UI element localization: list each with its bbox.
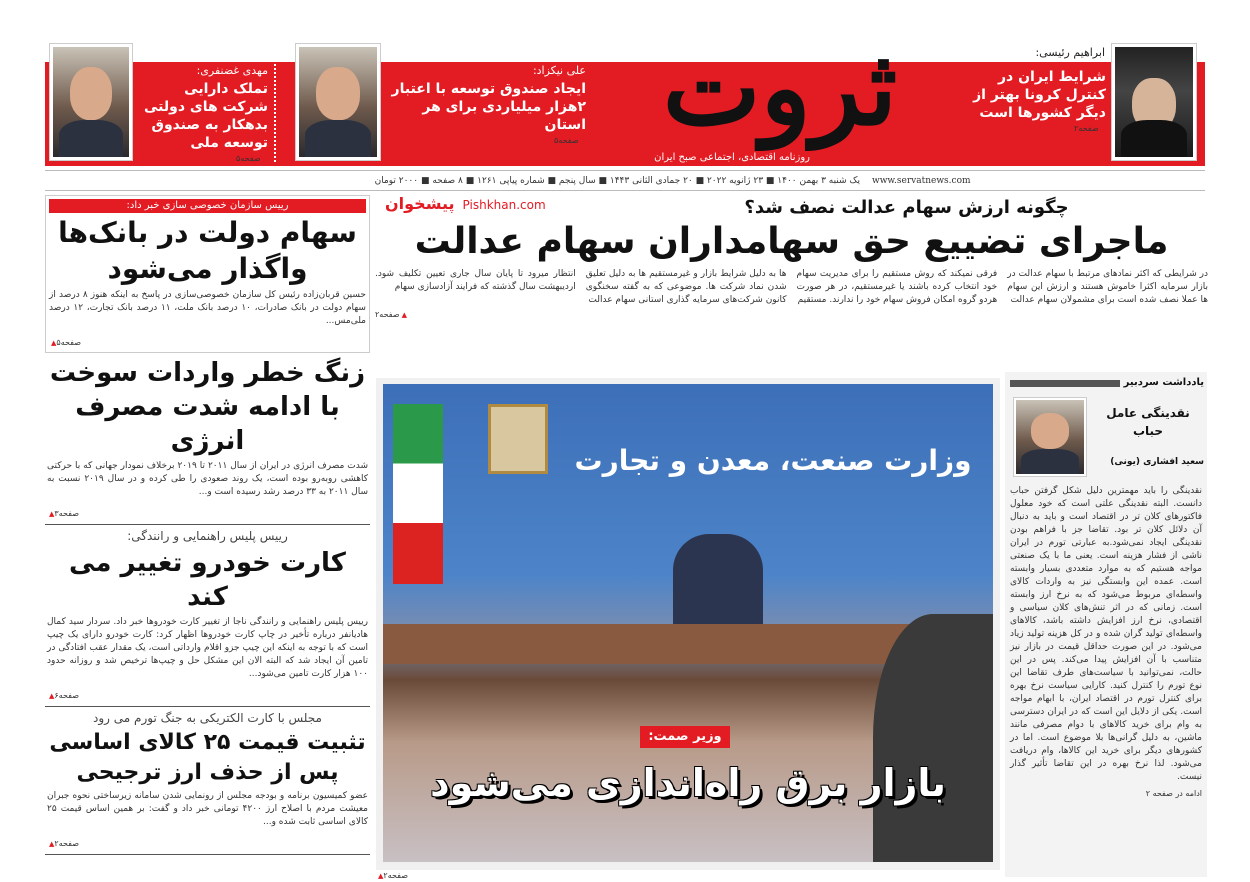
teaser-headline: شرایط ایران در کنترل کرونا بهتر از دیگر کشورها است	[973, 69, 1106, 121]
left-story-4	[45, 707, 370, 855]
lead-column-1: در شرایطی که اکثر نمادهای مرتبط با سهام عدالت در بازار سرمایه اکثرا خاموش هستند و ارزش این سهام ها عملا نصف شده است برای مشمولان سهام عدالت	[1007, 269, 1208, 305]
teaser-page: ▲ صفحه۵	[386, 136, 586, 146]
left-story-3-headline[interactable]: کارت خودرو تغییر می کند	[69, 548, 346, 612]
left-story-2-headline[interactable]: زنگ خطر واردات سوخت با ادامه شدت مصرف انرژی	[49, 358, 366, 456]
left-story-4-kicker: مجلس با کارت الکتریکی به جنگ تورم می رود	[93, 711, 322, 725]
lead-page-ref[interactable]: ▲ صفحه۲	[375, 309, 1208, 321]
ministry-sign: وزارت صنعت، معدن و تجارت	[574, 444, 972, 477]
left-story-4-body: عضو کمیسیون برنامه و بودجه مجلس از رونمایی شدن سامانه زیرساختی نحوه جبران معیشت مردم با اصلاح ارز ۴۲۰۰ تومانی خبر داد و گفت: بر همین اساس قیمت ۲۵ کالای اساسی ثابت شده و...	[47, 791, 368, 827]
left-story-4-page[interactable]: ▲ صفحه۲	[47, 839, 79, 848]
editorial-body: نقدینگی را باید مهمترین دلیل شکل گرفتن حباب دانست. البته نقدینگی علتی است که خود معلول فاکتورهای کلان تر در اقتصاد است و باید به دنبال آن دلائل کلان تر بود. تقاضا جز با فراهم بودن نقدینگی ایجاد نمی‌شود.به عبارتی تورم در ایران ناشی از فشار هزینه است. یعنی ما با یک صنعتی مواجه هستیم که به موارد متعددی بسیار وابسته است. عمده این وابستگی نیز به واردات کالای واسطه‌ای مربوط می‌شود که به نرخ ارز وابسته است. زمانی که در اثر تنش‌های کلان سیاسی و اقتصادی، نرخ ارز افزایش داشته باشد، کالاهای واسطه‌ای تولید گران شده و در کل هزینه تولید زیاد می‌شود. در این صورت حداقل قیمت در بازار نیز متناسب با آن افزایش پیدا می‌کند. پس در این حالت، نمی‌توانید با سیاست‌های طرف تقاضا این نوع تورم را کنترل کنید. کارایی سیاست نرخ بهره برای کنترل تورم در اقتصاد ایران، با ابهام مواجه است. یکی از دلایل این است که در ایران دسترسی به وام برای خرید کالاهای با دوام مصرفی مانند ماشین، به دلیل گرانی‌ها بلا موضوع است. اما در کشورهای دیگر برای خرید این کالاها، وام دریافت می‌شود. لذا نرخ بهره در این تقاضا تأثیر گذار نیست.	[1010, 486, 1202, 782]
teaser-photo-nikzad	[296, 44, 380, 160]
teaser-source: علی نیکزاد:	[532, 64, 586, 77]
lead-column-3: ها به دلیل شرایط بازار و غیرمستقیم ها به دلیل تعلیق شدن نماد شرکت ها. موضوعی که به گفته سخنگوی کانون شرکت‌های سرمایه گذاری استانی سهام عدالت	[585, 269, 787, 305]
lead-column-4: انتظار میرود تا پایان سال جاری تعیین تکلیف شود. اردیبهشت سال گذشته که فرایند آزادسازی سهام	[375, 269, 576, 292]
logo-text: ثروت	[662, 26, 898, 149]
person-silhouette	[673, 534, 763, 624]
editor-photo	[1014, 398, 1086, 476]
lead-column-2: فرقی نمیکند که روش مستقیم را برای مدیریت سهام خود انتخاب کرده باشند یا غیرمستقیم، در هر صورت هردو گروه امکان فروش سهام خود را ندارند. مستقیم	[796, 269, 998, 305]
left-story-1-headline[interactable]: سهام دولت در بانک‌ها واگذار می‌شود	[58, 216, 357, 285]
photo-headline[interactable]: بازار برق راه‌اندازی می‌شود	[430, 761, 946, 805]
editorial-title[interactable]: نقدینگی عامل حباب	[1106, 406, 1190, 438]
left-story-3-body: رییس پلیس راهنمایی و رانندگی ناجا از تغییر کارت خودروها خبر داد. سردار سید کمال هادیانفر درباره تأخیر در چاپ کارت خودروها اظهار کرد: کارت خودرو دارای یک چیپ است که با توجه به اینکه این چیپ جزو اقلام وارداتی است، یک مقدار عقب افتادگی در تامین آن ایجاد شد که البته الان این مشکل حل و چیپ‌ها ترخیص شد و روزانه حدود ۱۰۰ هزار کارت تامین می‌شود...	[47, 617, 368, 679]
teaser-divider	[274, 44, 277, 162]
left-story-3-page[interactable]: ▲ صفحه۶	[47, 691, 79, 700]
website-link[interactable]: www.servatnews.com	[872, 176, 971, 186]
portrait-frame	[488, 404, 548, 474]
date-line: یک شنبه ۳ بهمن ۱۴۰۰ ■ ۲۳ ژانویه ۲۰۲۲ ■ ۲۰ جمادی الثانی ۱۴۴۳ ■ سال پنجم ■ شماره پیاپی ۱۲۶۱ ■ ۸ صفحه ■ ۲۰۰۰ تومان	[374, 176, 860, 186]
editorial-author: سعید افشاری (یونی)	[1110, 457, 1204, 467]
section-bar	[1010, 380, 1120, 387]
photo-page-ref[interactable]: ▲ صفحه۲	[376, 870, 408, 882]
lead-columns	[375, 268, 1208, 307]
logo	[600, 28, 960, 150]
teaser-source: مهدی غضنفری:	[196, 64, 268, 77]
teaser-page: ▲ صفحه۲	[966, 124, 1106, 134]
teaser-nikzad[interactable]	[386, 64, 586, 146]
editorial-section	[1010, 376, 1204, 390]
watermark-text: پیشخوان	[385, 194, 455, 213]
left-story-1-body: حسین قربان‌زاده رئیس کل سازمان خصوصی‌سازی در پاسخ به اینکه هنوز ۸ درصد از سهام دولت در بانک صادرات، ۱۰ درصد بانک ملت، ۱۱ درصد بانک تجارت، ۱۲ درصد ملی‌مس...	[49, 290, 366, 326]
teaser-raisi[interactable]	[966, 68, 1106, 134]
left-story-3	[45, 525, 370, 707]
watermark-url: Pishkhan.com	[462, 198, 546, 212]
left-column	[45, 195, 370, 855]
date-bar-top-rule	[45, 170, 1205, 171]
foreground-person	[873, 614, 993, 862]
teaser-photo-ghazanfari	[50, 44, 132, 160]
teaser-ghazanfari[interactable]	[138, 64, 268, 164]
editorial-section-label: یادداشت سردبیر	[1123, 377, 1204, 388]
left-story-2	[45, 353, 370, 525]
flag	[393, 404, 443, 584]
left-story-3-kicker: رییس پلیس راهنمایی و رانندگی:	[127, 529, 288, 543]
left-story-1-kicker: رییس سازمان خصوصی سازی خبر داد:	[49, 199, 366, 213]
main-headline[interactable]: ماجرای تضییع حق سهامداران سهام عدالت	[414, 221, 1169, 262]
main-story	[375, 196, 1208, 321]
left-story-1	[45, 195, 370, 353]
date-bar-bottom-rule	[45, 190, 1205, 191]
teaser-photo-raisi	[1112, 44, 1196, 160]
photo-kicker: وزیر صمت:	[640, 726, 730, 748]
left-story-2-page[interactable]: ▲ صفحه۳	[47, 509, 79, 518]
main-kicker: چگونه ارزش سهام عدالت نصف شد؟	[744, 197, 1069, 218]
teaser-raisi-source: ابراهیم رئیسی:	[1035, 46, 1105, 59]
editorial-text	[1010, 485, 1202, 799]
teaser-page: ▲ صفحه۵	[138, 154, 268, 164]
teaser-headline: تملک دارایی شرکت های دولتی بدهکار به صندوق توسعه ملی	[143, 81, 268, 151]
editorial-continued[interactable]: ادامه در صفحه ۲	[1145, 789, 1202, 798]
left-story-4-headline[interactable]: تثبیت قیمت ۲۵ کالای اساسی پس از حذف ارز ترجیحی	[49, 730, 366, 785]
left-story-1-page[interactable]: ▲ صفحه۵	[49, 338, 81, 347]
masthead-subtitle: روزنامه اقتصادی، اجتماعی صبح ایران	[654, 152, 810, 163]
teaser-headline: ایجاد صندوق توسعه با اعتبار ۲هزار میلیاردی برای هر استان	[391, 81, 586, 133]
left-story-2-body: شدت مصرف انرژی در ایران از سال ۲۰۱۱ تا ۲۰۱۹ برخلاف نمودار جهانی که با حرکتی کاهشی روبه‌رو بوده است، یک روند صعودی را طی کرده و در سال ۲۰۱۹ نسبت به سال ۲۰۱۱ به ۳۳ درصد رشد رسیده است و...	[47, 461, 369, 497]
